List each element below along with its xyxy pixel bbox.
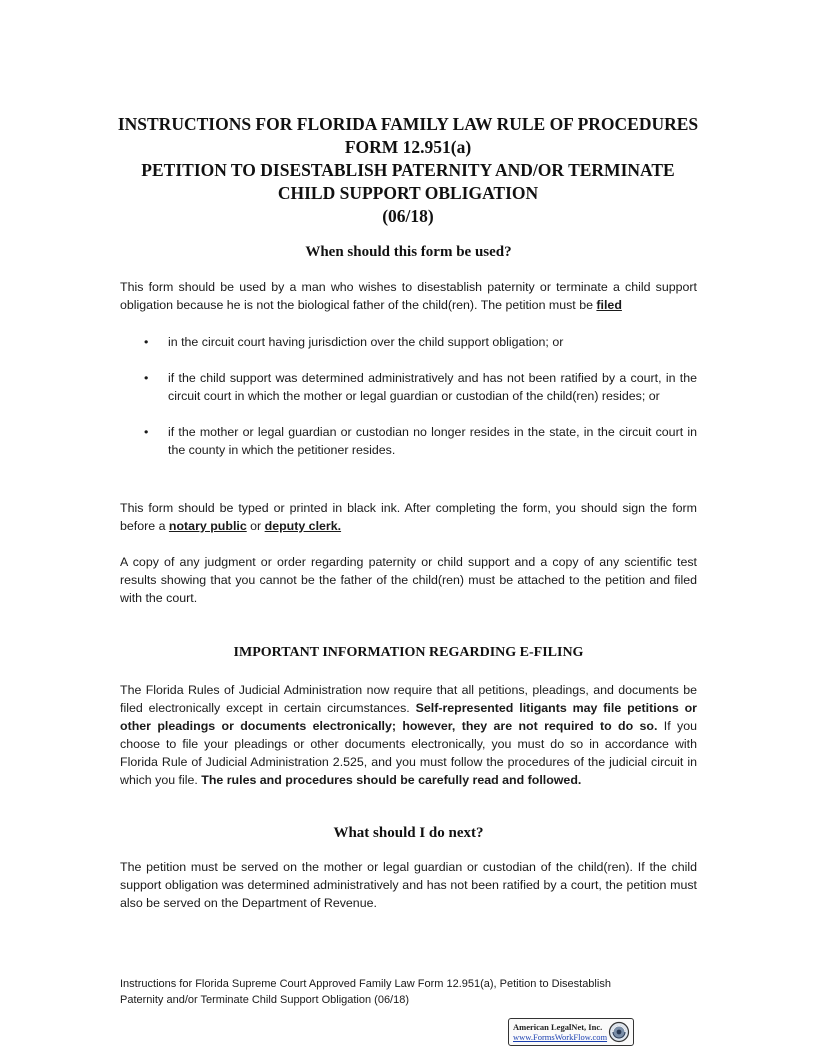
- bullet-icon: •: [144, 371, 149, 385]
- notary-public-term: notary public: [168, 519, 247, 533]
- title-line-4: CHILD SUPPORT OBLIGATION: [277, 183, 539, 203]
- ink-paragraph: [120, 499, 697, 535]
- list-item-text: if the mother or legal guardian or custodian no longer resides in the state, in the circuit court in the county in which the petitioner resides.: [168, 425, 697, 457]
- title-line-3: PETITION TO DISESTABLISH PATERNITY AND/OR TERMINATE: [141, 160, 675, 180]
- list-item-text: if the child support was determined administratively and has not been ratified by a court, in the circuit court in which the mother or legal guardian or custodian of the child(ren) resides; or: [168, 371, 697, 403]
- efiling-text-2: If you choose to file your pleadings or other documents electronically, you must do so in accordance with Florida Rule of Judicial Administration 2.525, and you must follow the procedures of the judicial circuit in which you file.: [120, 719, 697, 787]
- footer-line-2: Paternity and/or Terminate Child Support Obligation (06/18): [120, 994, 410, 1006]
- efiling-bold-1: Self-represented litigants may file petitions or other pleadings or documents electronically; however, they are not required to do so.: [120, 701, 697, 733]
- globe-icon: [608, 1021, 630, 1043]
- next-paragraph: The petition must be served on the mother or legal guardian or custodian of the child(ren). If the child support obligation was determined administratively and has not been ratified by a court, the petition must also be served on the Department of Revenue.: [120, 860, 697, 910]
- list-item: [120, 423, 697, 459]
- filing-locations-list: [120, 333, 697, 477]
- ink-or: or: [246, 519, 265, 533]
- intro-paragraph: [120, 278, 697, 314]
- list-item: [120, 369, 697, 405]
- ink-text: This form should be typed or printed in black ink. After completing the form, you should sign the form before a: [120, 501, 697, 533]
- next-heading: What should I do next?: [333, 825, 484, 841]
- efiling-heading: IMPORTANT INFORMATION REGARDING E-FILING: [233, 645, 584, 660]
- efiling-text-1: The Florida Rules of Judicial Administration now require that all petitions, pleadings, and documents be filed electronically except in certain circumstances.: [120, 683, 697, 715]
- attachment-paragraph: A copy of any judgment or order regarding paternity or child support and a copy of any scientific test results showing that you cannot be the father of the child(ren) must be attached to the petition and filed with the court.: [120, 555, 697, 605]
- filed-term: filed: [596, 298, 622, 312]
- footer-line-1: Instructions for Florida Supreme Court Approved Family Law Form 12.951(a), Petition to Disestablish: [120, 978, 611, 990]
- efiling-paragraph: [120, 681, 697, 789]
- when-heading: When should this form be used?: [305, 244, 512, 260]
- title-line-1: INSTRUCTIONS FOR FLORIDA FAMILY LAW RULE OF PROCEDURES: [117, 114, 699, 134]
- page-footer: [120, 976, 697, 1008]
- intro-text: This form should be used by a man who wishes to disestablish paternity or terminate a child support obligation because he is not the biological father of the child(ren). The petition must be: [120, 280, 697, 312]
- american-legalnet-logo[interactable]: [508, 1018, 634, 1046]
- logo-url-link[interactable]: www.FormsWorkFlow.com: [513, 1032, 608, 1042]
- list-item: [120, 333, 697, 351]
- bullet-icon: •: [144, 335, 149, 349]
- deputy-clerk-term: deputy clerk.: [264, 519, 342, 533]
- document-title: [110, 113, 706, 228]
- logo-company-name: American LegalNet, Inc.: [513, 1022, 603, 1032]
- title-line-5: (06/18): [382, 206, 434, 226]
- list-item-text: in the circuit court having jurisdiction over the child support obligation; or: [168, 335, 564, 349]
- efiling-bold-2: The rules and procedures should be carefully read and followed.: [201, 773, 582, 787]
- bullet-icon: •: [144, 425, 149, 439]
- title-line-2: FORM 12.951(a): [344, 137, 472, 157]
